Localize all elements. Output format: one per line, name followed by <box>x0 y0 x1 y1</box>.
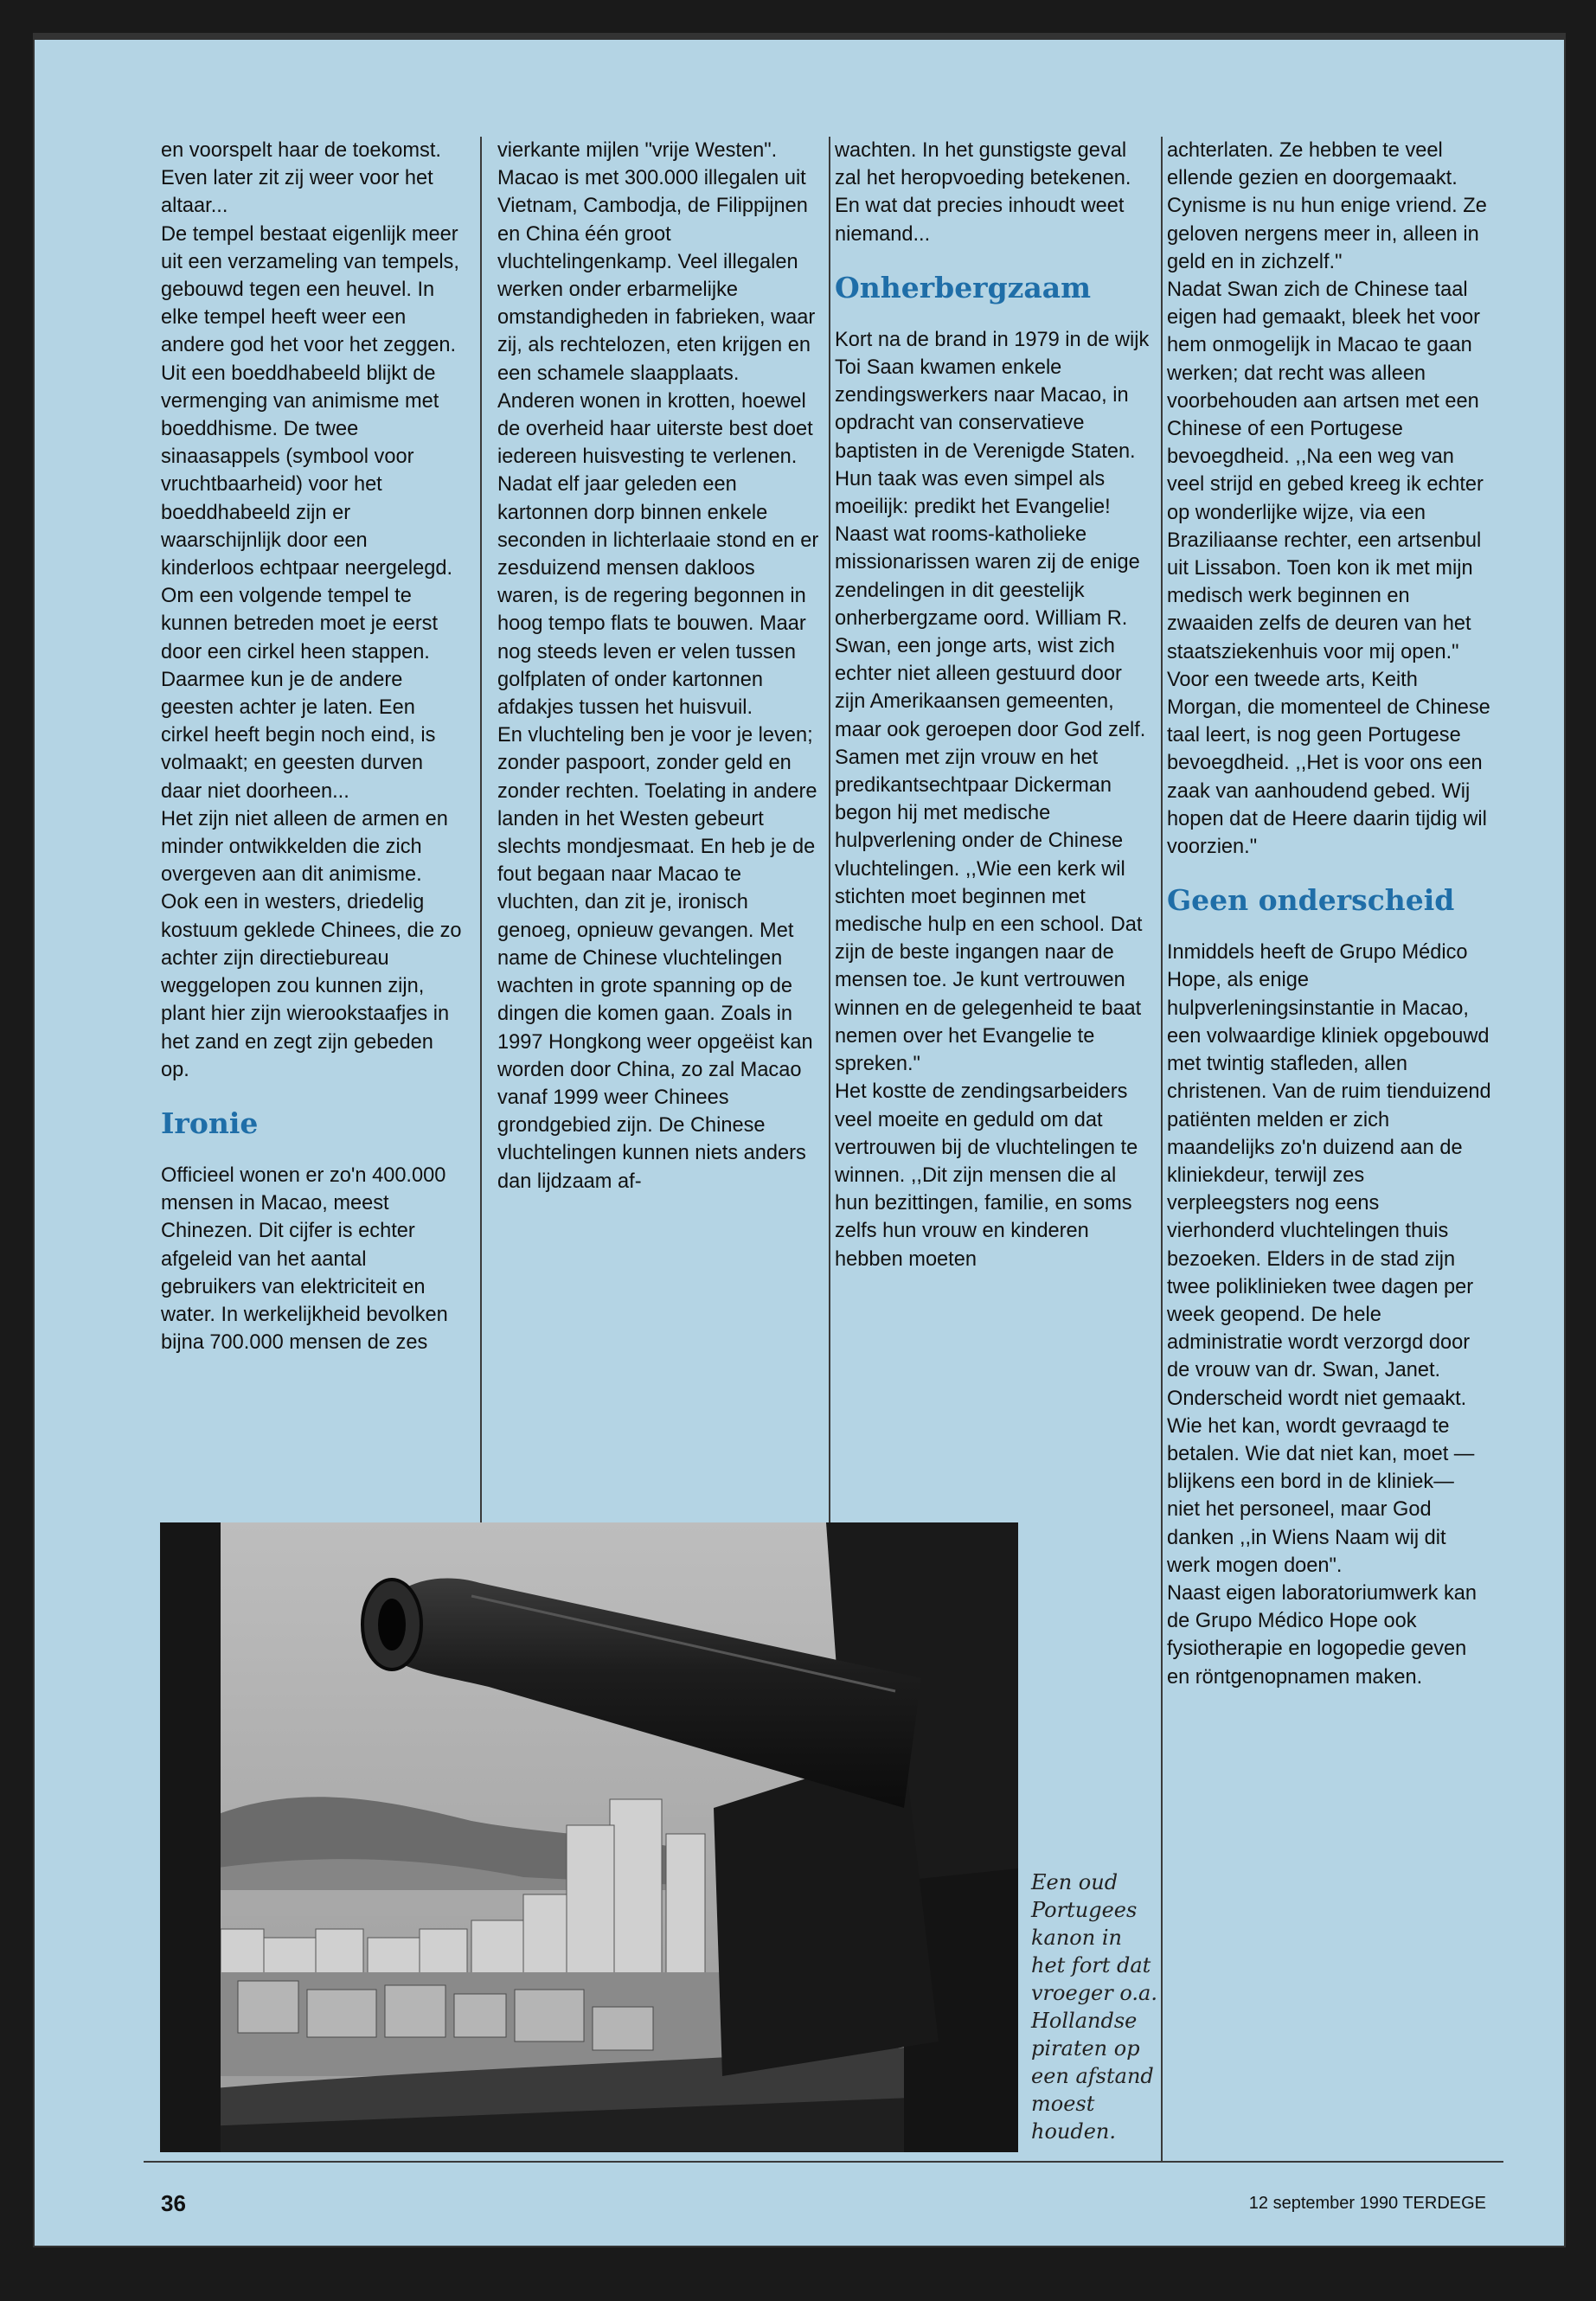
column-3 <box>835 137 1155 1273</box>
column-2 <box>497 137 822 1195</box>
col2-paragraph: vierkante mijlen "vrije Westen". Macao is met 300.000 illegalen uit Vietnam, Cambodja, de Filippijnen en China één groot vluchtelingenkamp. Veel illegalen werken onder erbarmelijke omstandigheden in fabrieken, waar zij, als rechtelozen, eten krijgen en een schamele slaapplaats. <box>497 139 816 385</box>
col4-paragraph: Nadat Swan zich de Chinese taal eigen had gemaakt, bleek het voor hem onmogelijk in Macao te gaan werken; dat recht was alleen voorbehouden aan artsen met een Chinese of een Portugese bevoegdheid. ,,Na een weg van veel strijd en gebed kreeg ik echter op wonderlijke wijze, via een Braziliaanse rechter, een artsenbul uit Lissabon. Toen kon ik met mijn medisch werk beginnen en zwaaiden zelfs de deuren van het staatsziekenhuis voor mij open." <box>1167 279 1484 663</box>
col4-paragraph: Naast eigen laboratoriumwerk kan de Grupo Médico Hope ook fysiotherapie en logopedie geven en röntgenopnamen maken. <box>1167 1581 1477 1689</box>
top-border <box>35 35 1564 40</box>
column-rule <box>1161 137 1163 2161</box>
cannon-photo <box>160 1522 1018 2152</box>
issue-line: 12 september 1990 TERDEGE <box>1248 2194 1486 2213</box>
col2-paragraph: Anderen wonen in krotten, hoewel de overheid haar uiterste best doet iedereen huisvesting te verlenen. Nadat elf jaar geleden een kartonnen dorp binnen enkele seconden in lichterlaaie stond en er zesduizend mensen dakloos waren, is de regering begonnen in hoog tempo flats te bouwen. Maar nog steeds leven er velen tussen golfplaten of onder kartonnen afdakjes tussen het huisvuil. <box>497 389 819 720</box>
column-1 <box>161 137 464 1356</box>
heading-ironie: Ironie <box>161 1106 259 1140</box>
col3-paragraph: Het kostte de zendingsarbeiders veel moeite en geduld om dat vertrouwen bij de vluchtelingen te winnen. ,,Dit zijn mensen die al hun bezittingen, familie, en soms zelfs hun vrouw en kinderen hebben moeten <box>835 1080 1138 1271</box>
col4-paragraph: Inmiddels heeft de Grupo Médico Hope, als enige hulpverleningsinstantie in Macao, een volwaardige kliniek opgebouwd met twintig stafleden, allen christenen. Van de ruim tienduizend patiënten melden er zich maandelijks zo'n duizend aan de kliniekdeur, terwijl zes verpleegsters nog eens vierhonderd vluchtelingen thuis bezoeken. Elders in de stad zijn twee poliklinieken twee dagen per week geopend. De hele administratie wordt verzorgd door de vrouw van dr. Swan, Janet. Onderscheid wordt niet gemaakt. Wie het kan, wordt gevraagd te betalen. Wie dat niet kan, moet —blijkens een bord in de kliniek— niet het personeel, maar God danken ,,in Wiens Naam wij dit werk mogen doen". <box>1167 941 1491 1577</box>
col3-paragraph: wachten. In het gunstigste geval zal het heropvoeding betekenen. En wat dat precies inhoudt weet niemand... <box>835 139 1131 246</box>
col1-paragraph: Officieel wonen er zo'n 400.000 mensen in Macao, meest Chinezen. Dit cijfer is echter afgeleid van het aantal gebruikers van elektriciteit en water. In werkelijkheid bevolken bijna 700.000 mensen de zes <box>161 1163 448 1355</box>
photo-caption: Een oud Portugees kanon in het fort dat vroeger o.a. Hollandse piraten op een afstand moest houden. <box>1031 1870 1157 2144</box>
footer-rule <box>144 2161 1503 2163</box>
column-4 <box>1167 137 1491 1691</box>
col1-paragraph: Het zijn niet alleen de armen en minder ontwikkelden die zich overgeven aan dit animisme. Ook een in westers, driedelig kostuum geklede Chinees, die zo achter zijn directiebureau weggelopen zou kunnen zijn, plant hier zijn wierookstaafjes in het zand en zegt zijn gebeden op. <box>161 807 462 1081</box>
heading-onherbergzaam: Onherbergzaam <box>835 270 1092 304</box>
col4-paragraph: achterlaten. Ze hebben te veel ellende gezien en doorgemaakt. Cynisme is nu hun enige vriend. Ze geloven nergens meer in, alleen in geld en in zichzelf." <box>1167 139 1487 273</box>
col2-paragraph: En vluchteling ben je voor je leven; zonder paspoort, zonder geld en zonder rechten. Toelating in andere landen in het Westen gebeurt slechts mondjesmaat. En heb je de fout begaan naar Macao te vluchten, dan zit je, ironisch genoeg, opnieuw gevangen. Met name de Chinese vluchtelingen wachten in grote spanning op de dingen die komen gaan. Zoals in 1997 Hongkong weer opgeëist kan worden door China, zo zal Macao vanaf 1999 weer Chinees grondgebied zijn. De Chinese vluchtelingen kunnen niets anders dan lijdzaam af- <box>497 724 817 1193</box>
cannon-photo-image <box>160 1522 1018 2152</box>
col1-paragraph: en voorspelt haar de toekomst. Even later zit zij weer voor het altaar... <box>161 139 441 218</box>
column-rule <box>480 137 482 1531</box>
col1-paragraph: De tempel bestaat eigenlijk meer uit een verzameling van tempels, gebouwd tegen een heuvel. In elke tempel heeft weer een andere god het voor het zeggen. Uit een boeddhabeeld blijkt de vermenging van animisme met boeddhisme. De twee sinaasappels (symbool voor vruchtbaarheid) voor het boeddhabeeld zijn er waarschijnlijk door een kinderloos echtpaar neergelegd. Om een volgende tempel te kunnen betreden moet je eerst door een cirkel heen stappen. Daarmee kun je de andere geesten achter je laten. Een cirkel heeft begin noch eind, is volmaakt; en geesten durven daar niet doorheen... <box>161 222 459 803</box>
page-number: 36 <box>161 2190 186 2216</box>
heading-geen-onderscheid: Geen onderscheid <box>1167 883 1455 918</box>
col4-paragraph: Voor een tweede arts, Keith Morgan, die momenteel de Chinese taal leert, is nog geen Portugese bevoegdheid. ,,Het is voor ons een zaak van aanhoudend gebed. Wij hopen dat de Heere daarin tijdig wil voorzien." <box>1167 668 1490 859</box>
magazine-page <box>33 33 1566 2247</box>
column-rule <box>829 137 830 1531</box>
col3-paragraph: Kort na de brand in 1979 in de wijk Toi Saan kwamen enkele zendingswerkers naar Macao, in opdracht van conservatieve baptisten in de Verenigde Staten. Hun taak was even simpel als moeilijk: predikt het Evangelie! Naast wat rooms-katholieke missionarissen waren zij de enige zendelingen in dit geestelijk onherbergzame oord. William R. Swan, een jonge arts, wist zich echter niet alleen gestuurd door zijn Amerikaansen gemeenten, maar ook geroepen door God zelf. Samen met zijn vrouw en het predikantsechtpaar Dickerman begon hij met medische hulpverlening onder de Chinese vluchtelingen. ,,Wie een kerk wil stichten moet beginnen met medische hulp en een school. Dat zijn de beste ingangen naar de mensen toe. Je kunt vertrouwen winnen en de gelegenheid te baat nemen over het Evangelie te spreken." <box>835 328 1150 1076</box>
